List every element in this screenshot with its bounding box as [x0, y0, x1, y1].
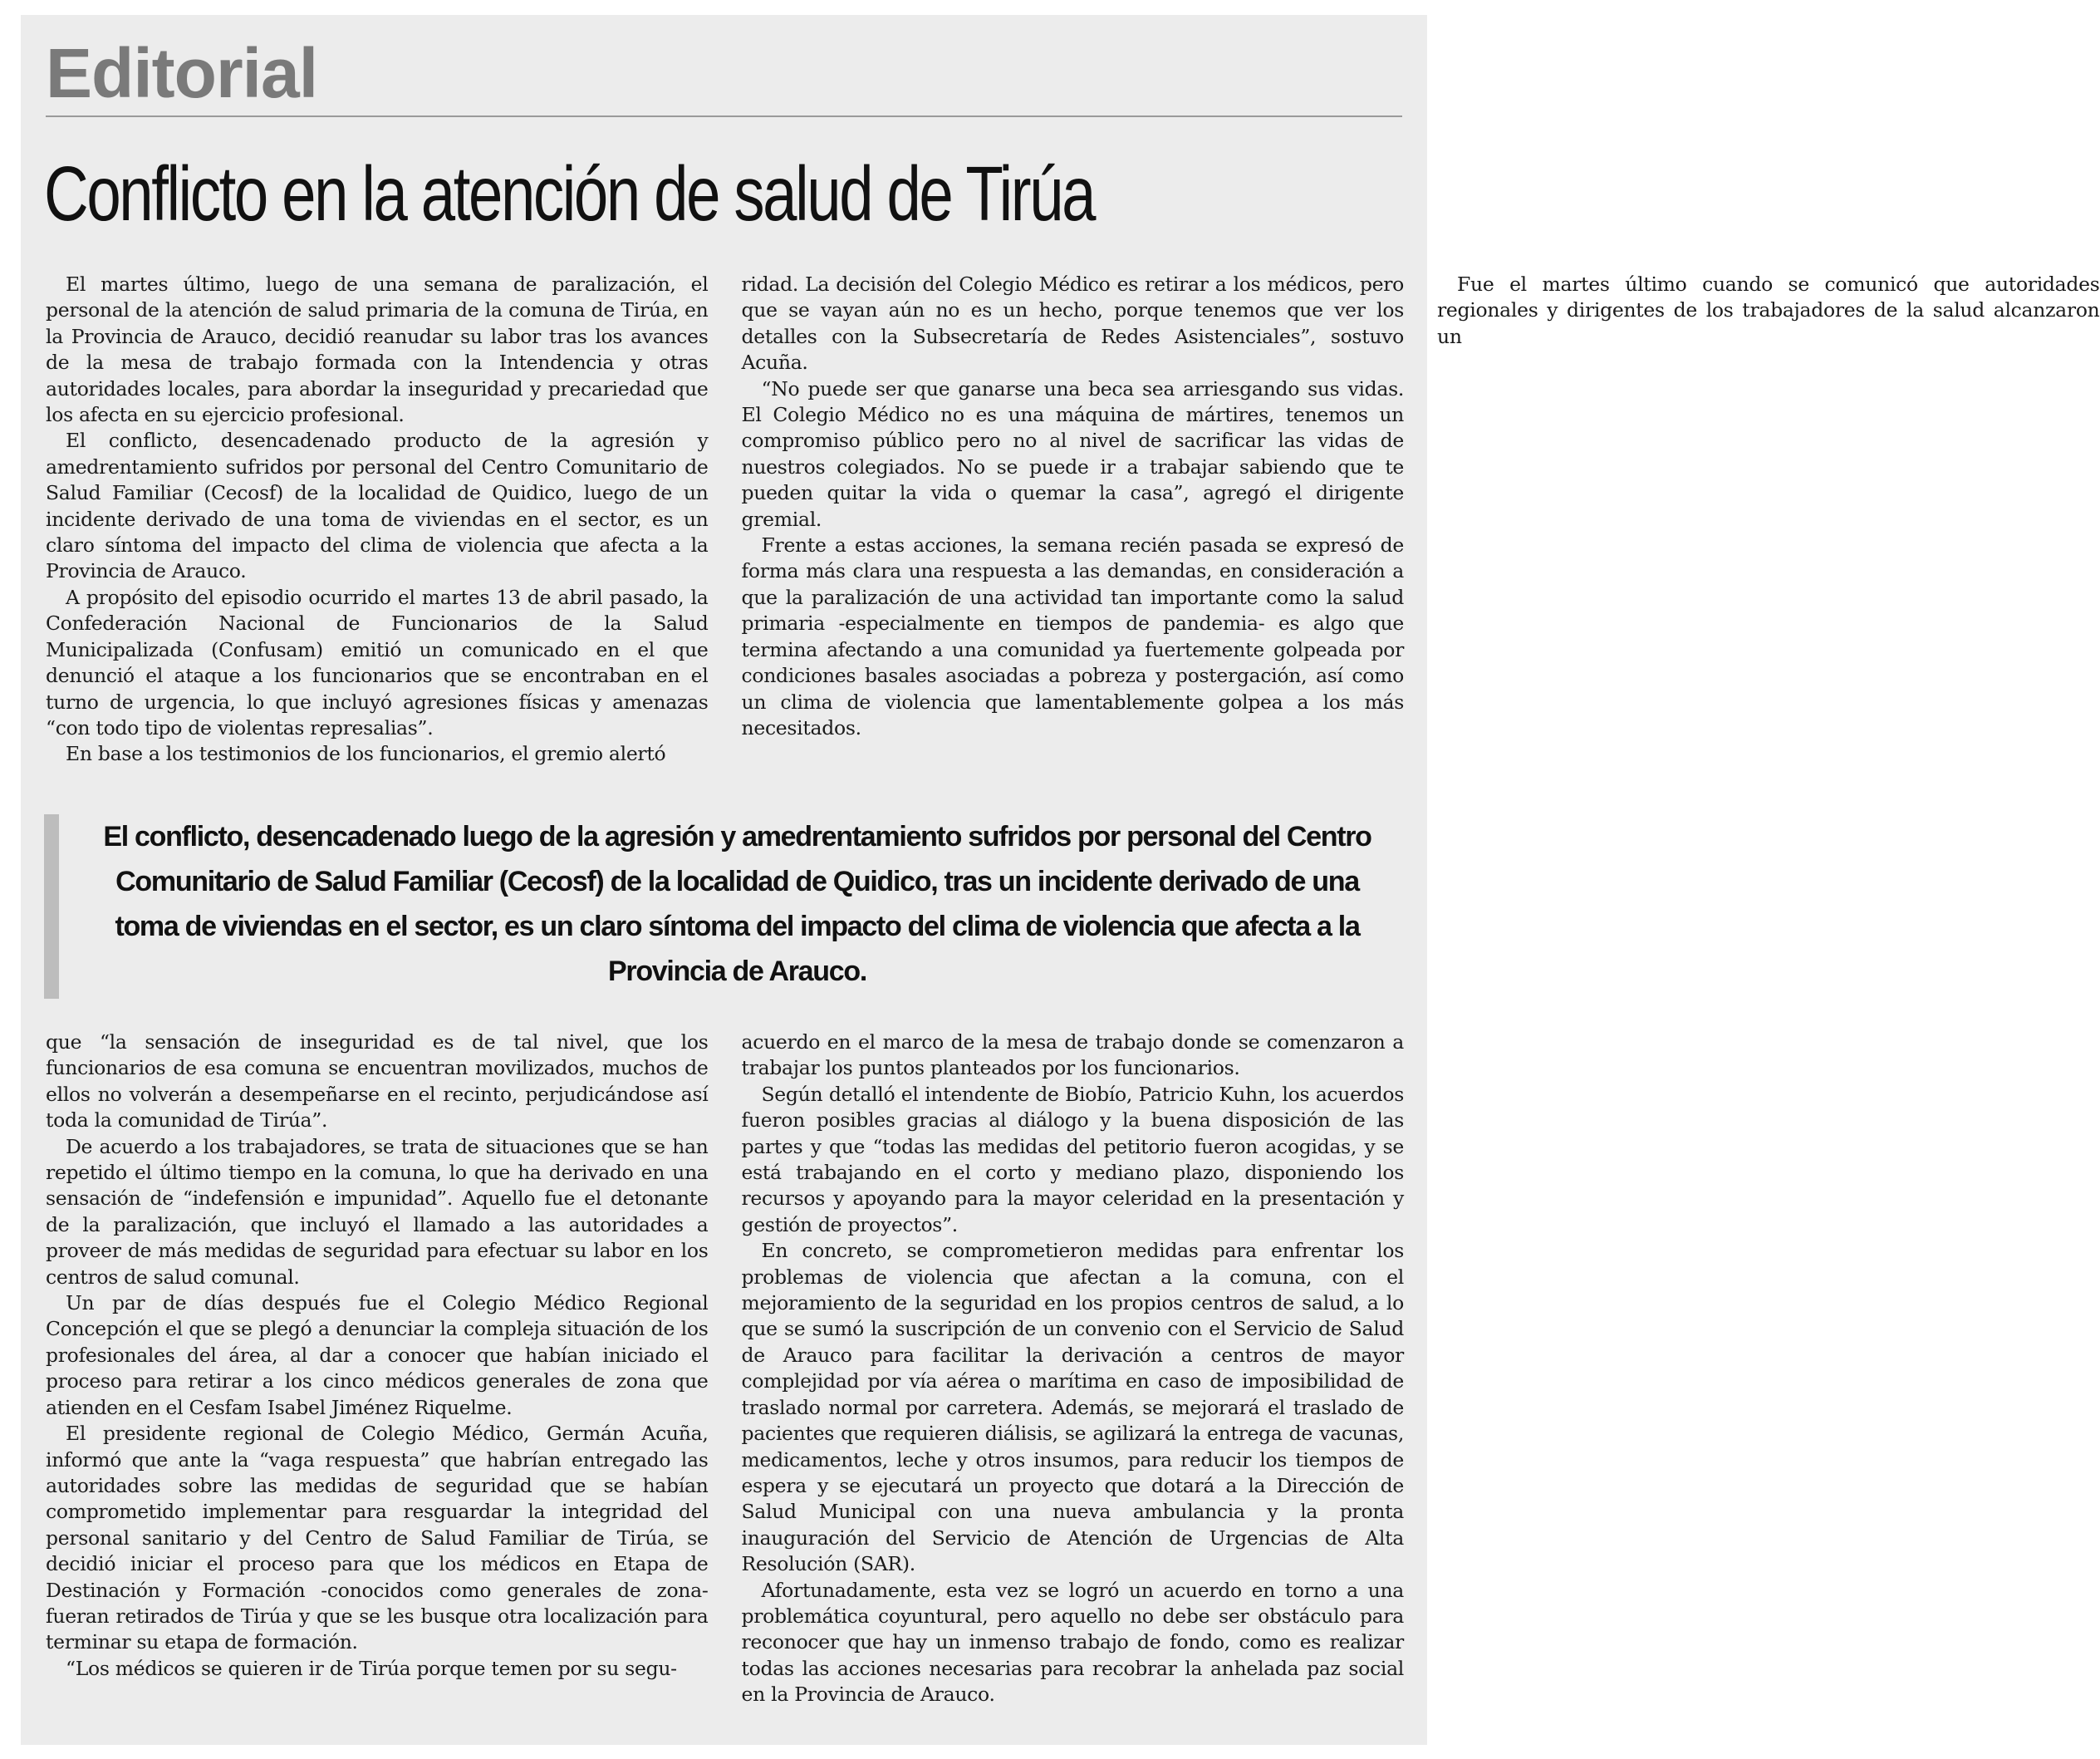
paragraph: De acuerdo a los trabajadores, se trata de situaciones que se han repetido el último tiempo en la comuna, lo que ha derivado en una sensación de “indefensión e impunidad”. Aquello fue el detonante de la paralización, que incluyó el llamado a las autoridades a proveer de más medidas de seguridad para efectuar su labor en los centros de salud comunal.: [46, 1134, 709, 1289]
paragraph: Un par de días después fue el Colegio Médico Regional Concepción el que se plegó a denunciar la compleja situación de los profesionales del área, al dar a conocer que habían iniciado el proceso para retirar a los cinco médicos generales de zona que atienden en el Cesfam Isabel Jiménez Riquelme.: [46, 1291, 709, 1419]
paragraph: El presidente regional de Colegio Médico, Germán Acuña, informó que ante la “vaga respuesta” que habrían entregado las autoridades sobre las medidas de seguridad que se habían comprometido implementar para resguardar la integridad del personal sanitario y del Centro de Salud Familiar de Tirúa, se decidió iniciar el proceso para que los médicos en Etapa de Destinación y Formación -conocidos como generales de zona- fueran retirados de Tirúa y que se les busque otra localización para terminar su etapa de formación.: [46, 1422, 709, 1654]
paragraph: Frente a estas acciones, la semana recién pasada se expresó de forma más clara una respuesta a las demandas, en consideración a que la paralización de una actividad tan importante como la salud primaria -especialmente en tiempos de pandemia- es algo que termina afectando a una comunidad ya fuertemente golpeada por condiciones basales asociadas a pobreza y postergación, así como un clima de violencia que lamentablemente golpea a los más necesitados.: [741, 533, 1404, 739]
paragraph: A propósito del episodio ocurrido el martes 13 de abril pasado, la Confederación Nacional de Funcionarios de la Salud Municipalizada (Confusam) emitió un comunicado en el que denunció el ataque a los funcionarios que se encontraban en el turno de urgencia, lo que incluyó agresiones físicas y amenazas “con todo tipo de violentas represalias”.: [46, 585, 709, 739]
paragraph: El martes último, luego de una semana de paralización, el personal de la atención de salud primaria de la comuna de Tirúa, en la Provincia de Arauco, decidió reanudar su labor tras los avances de la mesa de trabajo formada con la Intendencia y otras autoridades locales, para abordar la inseguridad y precariedad que los afecta en su ejercicio profesional.: [46, 273, 709, 427]
section-label: Editorial: [46, 34, 318, 112]
pull-quote: [44, 814, 1404, 1004]
paragraph: ridad. La decisión del Colegio Médico es retirar a los médicos, pero que se vayan aún no es un hecho, porque tenemos que ver los detalles con la Subsecretaría de Redes Asistenciales”, sostuvo Acuña.: [741, 273, 1404, 375]
pull-quote-text: El conflicto, desencadenado luego de la agresión y amedrentamiento sufridos por personal del Centro Comunitario de Salud Familiar (Cecosf) de la localidad de Quidico, tras un incidente derivado de una toma de viviendas en el sector, es un claro síntoma del impacto del clima de violencia que afecta a la Provincia de Arauco.: [103, 821, 1371, 987]
pull-quote-bar: [44, 814, 59, 999]
paragraph: En base a los testimonios de los funcionarios, el gremio alertó: [66, 742, 666, 766]
paragraph: Fue el martes último cuando se comunicó que autoridades regionales y dirigentes de los trabajadores de la salud alcanzaron un: [1437, 273, 2100, 348]
paragraph: Afortunadamente, esta vez se logró un acuerdo en torno a una problemática coyuntural, pero aquello no debe ser obstáculo para reconocer que hay un inmenso trabajo de fondo, como es realizar todas las acciones necesarias para recobrar la anhelada paz social en la Provincia de Arauco.: [741, 1578, 1404, 1707]
headline: Conflicto en la atención de salud de Tirúa: [44, 150, 1095, 237]
paragraph: El conflicto, desencadenado producto de la agresión y amedrentamiento sufridos por personal del Centro Comunitario de Salud Familiar (Cecosf) de la localidad de Quidico, luego de un incidente derivado de una toma de viviendas en el sector, es un claro síntoma del impacto del clima de violencia que afecta a la Provincia de Arauco.: [46, 429, 709, 583]
paragraph: En concreto, se comprometieron medidas para enfrentar los problemas de violencia que afectan a la comuna, con el mejoramiento de la seguridad en los propios centros de salud, a lo que se sumó la suscripción de un convenio con el Servicio de Salud de Arauco para facilitar la derivación a centros de mayor complejidad por vía aérea o marítima en caso de imposibilidad de traslado normal por carretera. Además, se mejorará el traslado de pacientes que requieren diálisis, se agilizará la entrega de vacunas, medicamentos, leche y otros insumos, para reducir los tiempos de espera y se ejecutará un proyecto que dotará a la Dirección de Salud Municipal con una nueva ambulancia y la pronta inauguración del Servicio de Atención de Urgencias de Alta Resolución (SAR).: [741, 1239, 1404, 1576]
paragraph: “No puede ser que ganarse una beca sea arriesgando sus vidas. El Colegio Médico no es una máquina de mártires, tenemos un compromiso público pero no al nivel de sacrificar las vidas de nuestros colegiados. No se puede ir a trabajar sabiendo que te pueden quitar la vida o quemar la casa”, agregó el dirigente gremial.: [741, 376, 1404, 531]
article-body-top: [46, 272, 2100, 794]
paragraph: acuerdo en el marco de la mesa de trabajo donde se comenzaron a trabajar los puntos planteados por los funcionarios.: [741, 1030, 1404, 1080]
section-divider: [46, 115, 1402, 117]
editorial-page: [21, 15, 2100, 1745]
paragraph: que “la sensación de inseguridad es de tal nivel, que los funcionarios de esa comuna se encuentran movilizados, muchos de ellos no volverán a desempeñarse en el recinto, perjudicándose así toda la comunidad de Tirúa”.: [46, 1030, 709, 1133]
paragraph: Según detalló el intendente de Biobío, Patricio Kuhn, los acuerdos fueron posibles gracias al diálogo y la buena disposición de las partes y que “todas las medidas del petitorio fueron acogidas, y se está trabajando en el corto y mediano plazo, disponiendo los recursos y apoyando para la mayor celeridad en la presentación y gestión de proyectos”.: [741, 1082, 1404, 1236]
article-body-bottom: [46, 1029, 1404, 1721]
paragraph: “Los médicos se quieren ir de Tirúa porque temen por su segu-: [66, 1656, 677, 1680]
